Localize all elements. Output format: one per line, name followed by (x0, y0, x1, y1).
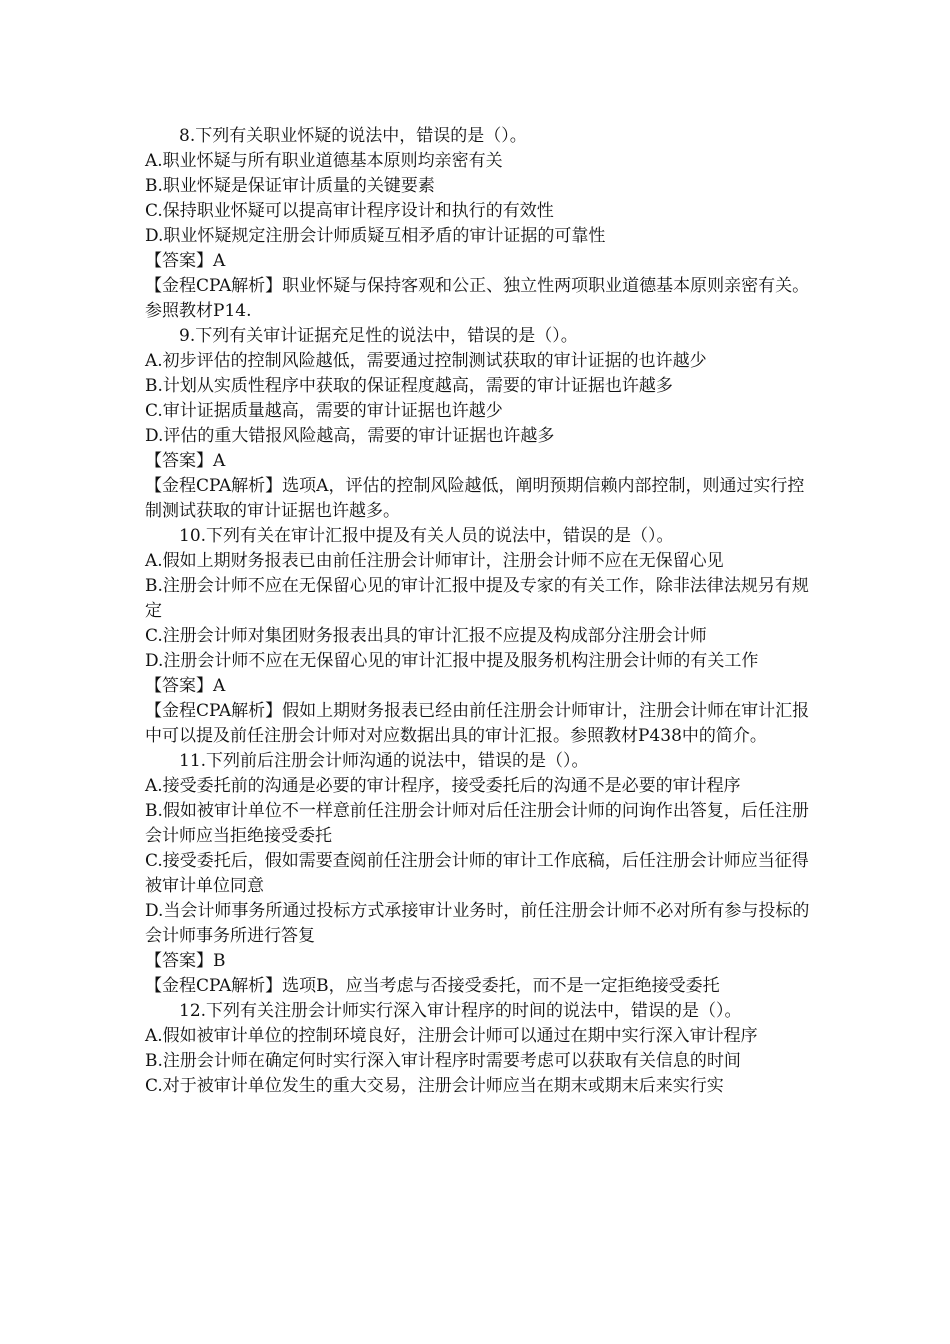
option-c: C.审计证据质量越高，需要的审计证据也许越少 (145, 401, 503, 421)
option-b: B.注册会计师不应在无保留心见的审计汇报中提及专家的有关工作，除非法律法规另有规定 (145, 576, 809, 621)
option-d: D.职业怀疑规定注册会计师质疑互相矛盾的审计证据的可靠性 (145, 226, 606, 246)
option-a: A.初步评估的控制风险越低，需要通过控制测试获取的审计证据的也许越少 (145, 351, 707, 371)
option-c: C.保持职业怀疑可以提高审计程序设计和执行的有效性 (145, 201, 554, 221)
document-body (145, 124, 813, 1099)
option-a: A.假如被审计单位的控制环境良好，注册会计师可以通过在期中实行深入审计程序 (145, 1026, 758, 1046)
analysis: 【金程CPA解析】选项A，评估的控制风险越低，阐明预期信赖内部控制，则通过实行控制测试获取的审计证据也许越多。 (145, 476, 805, 521)
question-8 (145, 124, 813, 324)
question-9 (145, 324, 813, 524)
option-c: C.对于被审计单位发生的重大交易，注册会计师应当在期末或期末后来实行实 (145, 1076, 724, 1096)
answer: 【答案】A (145, 676, 226, 696)
option-b: B.注册会计师在确定何时实行深入审计程序时需要考虑可以获取有关信息的时间 (145, 1051, 741, 1071)
option-d: D.当会计师事务所通过投标方式承接审计业务时，前任注册会计师不必对所有参与投标的会计师事务所进行答复 (145, 901, 810, 946)
option-a: A.职业怀疑与所有职业道德基本原则均亲密有关 (145, 151, 503, 171)
option-a: A.假如上期财务报表已由前任注册会计师审计，注册会计师不应在无保留心见 (145, 551, 724, 571)
question-10 (145, 524, 813, 749)
option-d: D.注册会计师不应在无保留心见的审计汇报中提及服务机构注册会计师的有关工作 (145, 651, 759, 671)
option-d: D.评估的重大错报风险越高，需要的审计证据也许越多 (145, 426, 555, 446)
option-b: B.职业怀疑是保证审计质量的关键要素 (145, 176, 435, 196)
option-b: B.计划从实质性程序中获取的保证程度越高，需要的审计证据也许越多 (145, 376, 673, 396)
answer: 【答案】B (145, 951, 226, 971)
analysis: 【金程CPA解析】选项B，应当考虑与否接受委托，而不是一定拒绝接受委托 (145, 976, 720, 996)
answer: 【答案】A (145, 251, 226, 271)
question-11 (145, 749, 813, 999)
question-12 (145, 999, 813, 1099)
answer: 【答案】A (145, 451, 226, 471)
option-b: B.假如被审计单位不一样意前任注册会计师对后任注册会计师的问询作出答复，后任注册会计师应当拒绝接受委托 (145, 801, 809, 846)
question-stem: 12.下列有关注册会计师实行深入审计程序的时间的说法中，错误的是（）。 (179, 1001, 742, 1021)
option-c: C.接受委托后，假如需要查阅前任注册会计师的审计工作底稿，后任注册会计师应当征得被审计单位同意 (145, 851, 809, 896)
analysis: 【金程CPA解析】假如上期财务报表已经由前任注册会计师审计，注册会计师在审计汇报中可以提及前任注册会计师对对应数据出具的审计汇报。参照教材P438中的简介。 (145, 701, 810, 746)
question-stem: 8.下列有关职业怀疑的说法中，错误的是（）。 (179, 126, 527, 146)
option-a: A.接受委托前的沟通是必要的审计程序，接受委托后的沟通不是必要的审计程序 (145, 776, 741, 796)
option-c: C.注册会计师对集团财务报表出具的审计汇报不应提及构成部分注册会计师 (145, 626, 707, 646)
question-stem: 9.下列有关审计证据充足性的说法中，错误的是（）。 (179, 326, 578, 346)
question-stem: 10.下列有关在审计汇报中提及有关人员的说法中，错误的是（）。 (179, 526, 674, 546)
analysis: 【金程CPA解析】职业怀疑与保持客观和公正、独立性两项职业道德基本原则亲密有关。参照教材P14. (145, 276, 810, 321)
question-stem: 11.下列前后注册会计师沟通的说法中，错误的是（）。 (179, 751, 589, 771)
